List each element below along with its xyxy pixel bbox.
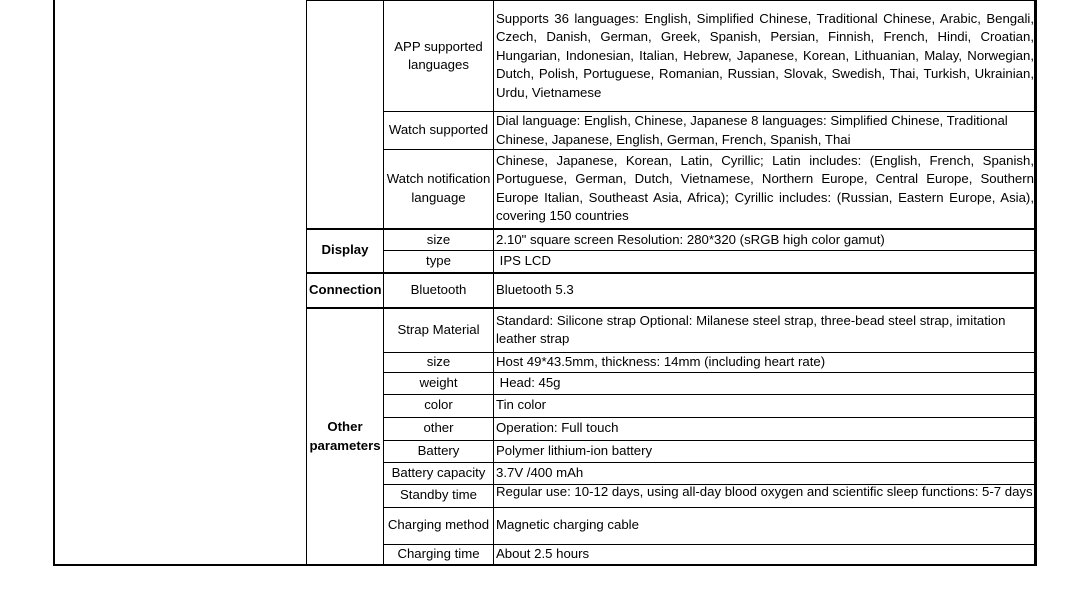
- row-value: Standard: Silicone strap Optional: Milanese steel strap, three-bead steel strap, imitation leather strap: [494, 308, 1037, 353]
- row-value: Bluetooth 5.3: [494, 273, 1037, 308]
- table-row: [307, 440, 1037, 462]
- row-label: Charging method: [384, 507, 494, 544]
- row-value: [494, 484, 1037, 507]
- row-value: Chinese, Japanese, Korean, Latin, Cyrillic; Latin includes: (English, French, Spanish, Portuguese, German, Dutch, Vietnamese, Northern Europe, Central Europe, Southern Europe Italian, Southeast Asia, Africa); Cyrillic includes: (Russian, Eastern Europe, Asia), covering 150 countries: [494, 150, 1037, 229]
- row-value: 3.7V /400 mAh: [494, 462, 1037, 484]
- row-label: Watch notification language: [384, 150, 494, 229]
- table-row: [307, 273, 1037, 308]
- row-label: Charging time: [384, 544, 494, 565]
- row-label: Battery: [384, 440, 494, 462]
- table-row: [307, 394, 1037, 417]
- row-label: weight: [384, 372, 494, 394]
- row-label: size: [384, 229, 494, 251]
- table-row: [307, 372, 1037, 394]
- table-row: [307, 507, 1037, 544]
- table-row: [307, 462, 1037, 484]
- row-label: color: [384, 394, 494, 417]
- row-label: other: [384, 417, 494, 440]
- row-label: Bluetooth: [384, 273, 494, 308]
- category-other: Other parameters: [307, 308, 384, 566]
- row-label: size: [384, 353, 494, 373]
- table-row: [307, 150, 1037, 229]
- table-row: [307, 251, 1037, 273]
- row-value: About 2.5 hours: [494, 544, 1037, 565]
- row-value: Tin color: [494, 394, 1037, 417]
- category-connection: [307, 273, 384, 308]
- spec-table: [306, 0, 1037, 566]
- table-row: [307, 308, 1037, 353]
- row-value: Magnetic charging cable: [494, 507, 1037, 544]
- row-value: Supports 36 languages: English, Simplified Chinese, Traditional Chinese, Arabic, Bengali, Czech, Danish, German, Greek, Spanish, Persian, Finnish, French, Hindi, Croatian, Hungarian, Indonesian, Italian, Hebrew, Japanese, Korean, Lithuanian, Malay, Norwegian, Dutch, Polish, Portuguese, Romanian, Russian, Slovak, Swedish, Thai, Turkish, Ukrainian, Urdu, Vietnamese: [494, 1, 1037, 112]
- table-row: [307, 417, 1037, 440]
- row-value: Dial language: English, Chinese, Japanese 8 languages: Simplified Chinese, Traditional Chinese, Japanese, English, German, French, Spanish, Thai: [494, 112, 1037, 150]
- clipped-value-text: Regular use: 10-12 days, using all-day blood oxygen and scientific sleep functions: 5-7 days: [496, 484, 1033, 499]
- table-row: [307, 229, 1037, 251]
- row-label: type: [384, 251, 494, 273]
- row-value: 2.10" square screen Resolution: 280*320 (sRGB high color gamut): [494, 229, 1037, 251]
- row-label: Battery capacity: [384, 462, 494, 484]
- category-language-blank: [307, 1, 384, 229]
- row-value: Host 49*43.5mm, thickness: 14mm (including heart rate): [494, 353, 1037, 373]
- row-value: Polymer lithium-ion battery: [494, 440, 1037, 462]
- category-display: Display: [307, 229, 384, 273]
- table-row: [307, 353, 1037, 373]
- row-label: Strap Material: [384, 308, 494, 353]
- row-label: Watch supported: [384, 112, 494, 150]
- row-value: Operation: Full touch: [494, 417, 1037, 440]
- category-label: Connection: [309, 281, 382, 297]
- table-row: [307, 112, 1037, 150]
- row-label: APP supported languages: [384, 1, 494, 112]
- row-label: Standby time: [384, 484, 494, 507]
- row-value: IPS LCD: [494, 251, 1037, 273]
- table-row: [307, 544, 1037, 565]
- row-value: Head: 45g: [494, 372, 1037, 394]
- table-row: [307, 484, 1037, 507]
- table-row: [307, 1, 1037, 112]
